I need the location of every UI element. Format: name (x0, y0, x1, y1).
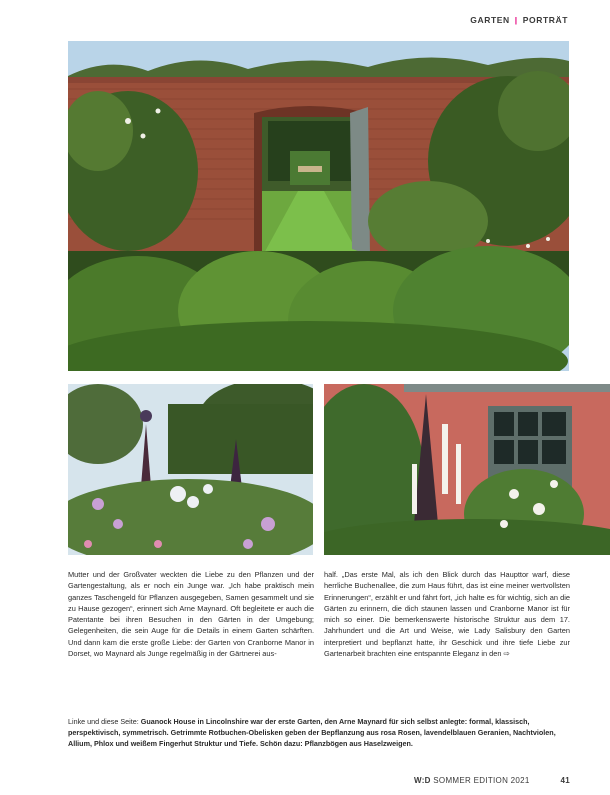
article-column-right: half. „Das erste Mal, als ich den Blick durch das Haupttor warf, diese herrliche Buchenallee, die zum Haus führt, das ist eine meiner wertvollsten Erinnerungen“, erzählt er und fährt fort, „ich halte es für wichtig, sich an die Gärten zu erinnern, die dich staunen lassen und Cranborne Manor ist für mich so einer. Die bemerkenswerte historische Struktur aus dem 17. Jahrhundert und die Art und Weise, wie Lady Salisbury den Garten interpretiert und bepflanzt hatte, ihr Geschick und ihre tiefe Liebe zur Gartenarbeit brachten eine entspannte Eleganz in den ⇨ (324, 570, 570, 659)
caption-lead: Linke und diese Seite: (68, 717, 141, 726)
photo-foxgloves-image (324, 384, 610, 555)
caption-text: Guanock House in Lincolnshire war der erste Garten, den Arne Maynard für sich selbst anlegte: formal, klassisch, perspektivisch, symmetrisch. Getrimmte Rotbuchen-Obelisken geben der Bepflanzung aus rosa Rosen, lavendelblauen Geranien, Nachtviolen, Allium, Phlox und weißem Fingerhut Struktur und Tiefe. Schön dazu: Pflanzbögen aus Haselzweigen. (68, 717, 556, 748)
publication-name: W:D (414, 776, 431, 785)
section-label (470, 15, 568, 25)
photo-walled-garden-image (68, 41, 569, 371)
photo-caption (68, 716, 568, 749)
section-separator: | (514, 15, 518, 25)
photo-obelisk-planting-image (68, 384, 313, 555)
subsection-name: PORTRÄT (522, 15, 568, 25)
photo-obelisk-planting (68, 384, 313, 555)
section-name: GARTEN (470, 15, 510, 25)
page-footer (414, 776, 570, 785)
photo-walled-garden (68, 41, 569, 371)
photo-foxgloves (324, 384, 610, 555)
page-number: 41 (560, 776, 570, 785)
article-column-left: Mutter und der Großvater weckten die Liebe zu den Pflanzen und der Gartengestaltung, als er noch ein Junge war. „Ich habe praktisch mein ganzes Taschengeld für Pflanzen ausgegeben, Samen gesammelt und sie zu Hause gezogen“, erinnert sich Arne Maynard. Oft begleitete er auch die Patentante bei ihren Besuchen in den Gärten in der Umgebung; Gelegenheiten, die sein Auge für die Details in einem Garten schärften. Und dann kam die erste große Liebe: der Garten von Cranborne Manor in Dorset, wo Maynard als Junge regelmäßig in der Gärtnerei aus- (68, 570, 314, 659)
edition-label: SOMMER EDITION 2021 (433, 776, 530, 785)
